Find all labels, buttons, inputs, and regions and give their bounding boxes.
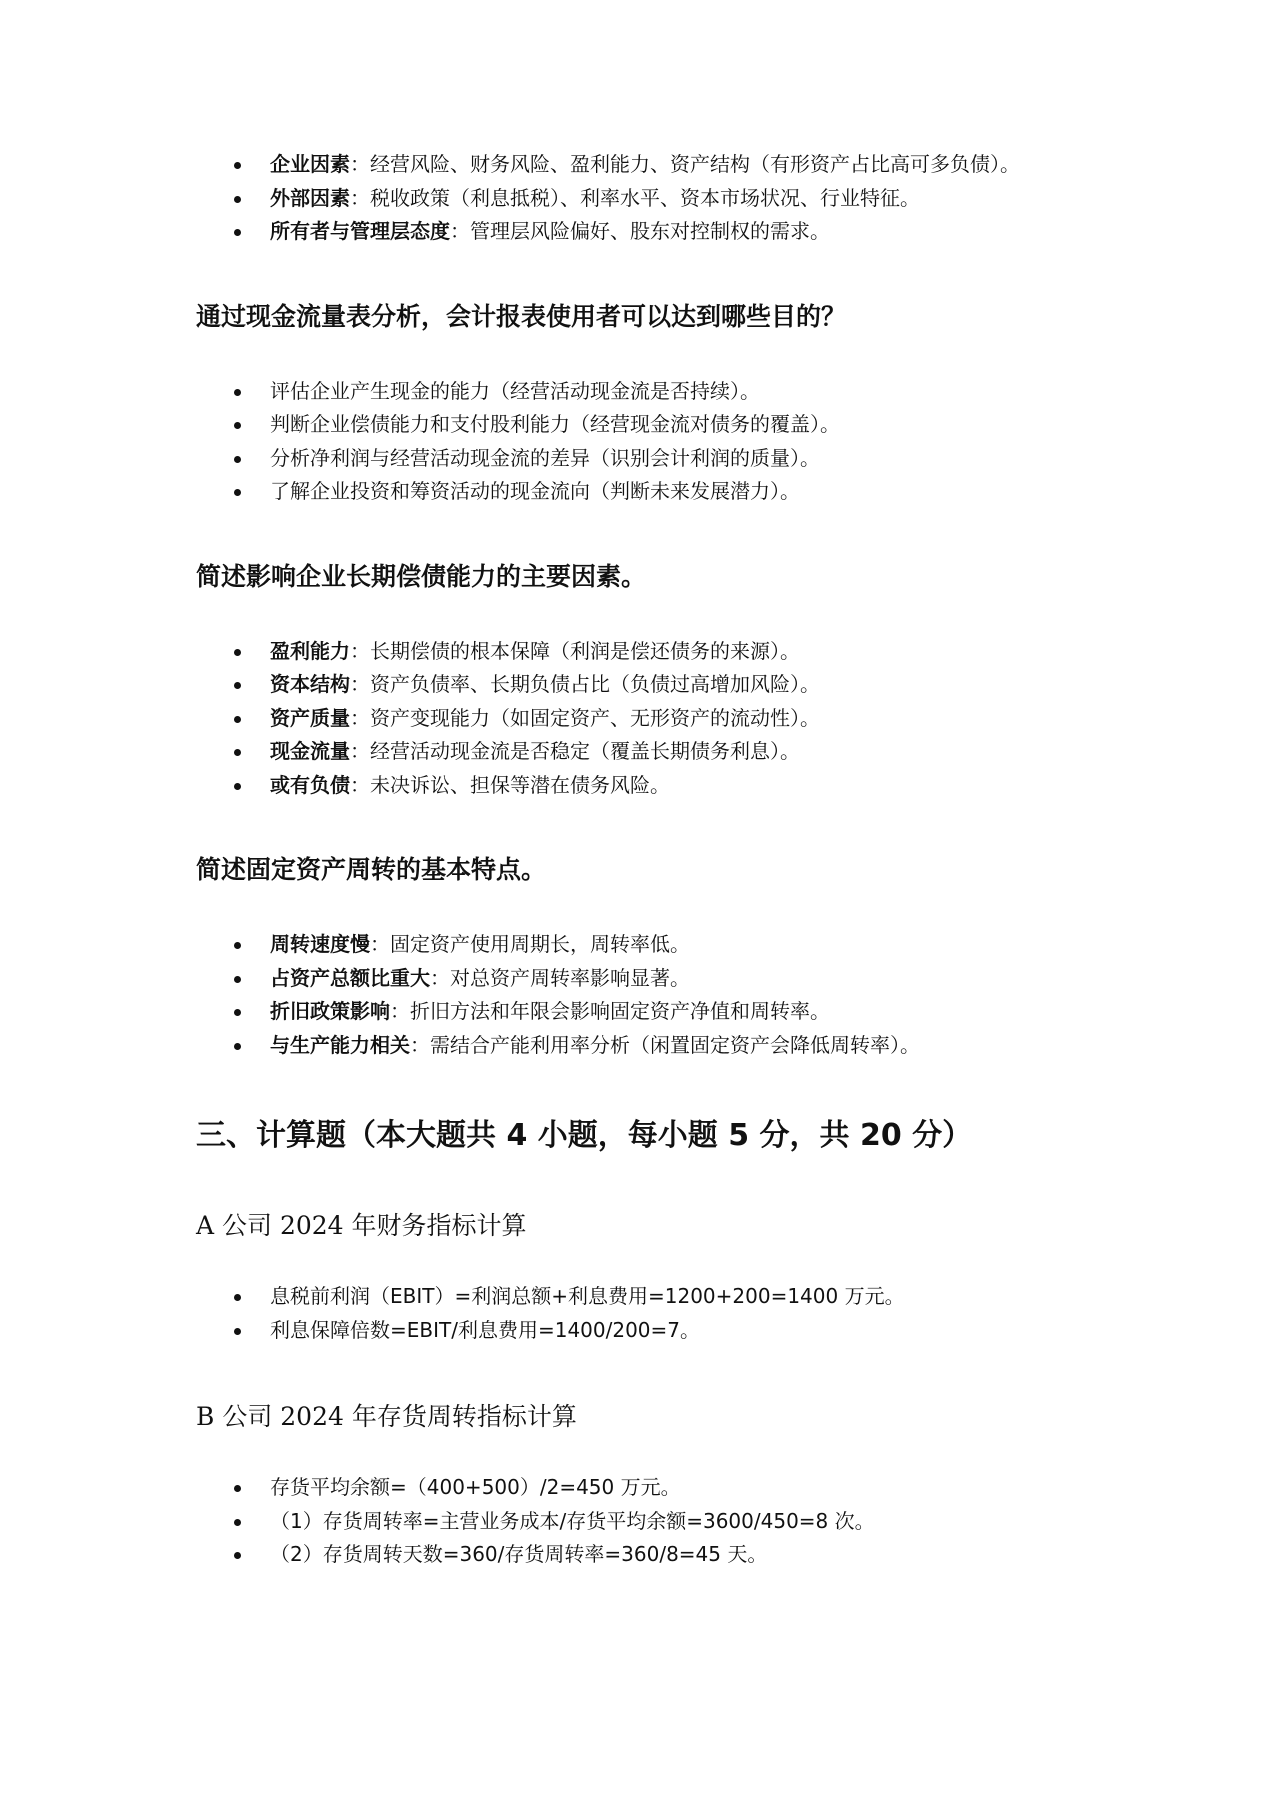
list-item-text: ：管理层风险偏好、股东对控制权的需求。: [450, 219, 830, 243]
list-item-text: 判断企业偿债能力和支付股利能力（经营现金流对债务的覆盖）。: [270, 412, 840, 436]
bullet-icon: [234, 1328, 241, 1335]
list-item-text: ：需结合产能利用率分析（闲置固定资产会降低周转率）。: [410, 1032, 920, 1057]
subsection-title-company-a: A 公司 2024 年财务指标计算: [196, 1211, 527, 1240]
list-item-text: 评估企业产生现金的能力（经营活动现金流是否持续）。: [270, 378, 760, 403]
list-item: [196, 1029, 1130, 1063]
bullet-icon: [234, 162, 241, 169]
bullet-icon: [234, 682, 241, 689]
list-item: [196, 1314, 1130, 1348]
list-item: [196, 375, 1130, 409]
company-a-calculation-list: [196, 1280, 1130, 1347]
list-item: [196, 928, 1130, 962]
bullet-icon: [234, 716, 241, 723]
bullet-icon: [234, 749, 241, 756]
list-item-term: 资本结构: [270, 672, 350, 696]
list-item: [196, 408, 1130, 442]
list-item-term: 折旧政策影响: [270, 999, 390, 1023]
list-item-text: （2）存货周转天数=360/存货周转率=360/8=45 天。: [270, 1542, 768, 1566]
subsection-title-company-b: B 公司 2024 年存货周转指标计算: [196, 1402, 577, 1431]
list-item-term: 周转速度慢: [270, 932, 370, 956]
cashflow-purpose-list: [196, 375, 1130, 509]
list-item-term: 与生产能力相关: [270, 1032, 410, 1057]
list-item: [196, 635, 1130, 669]
list-item-term: 资产质量: [270, 705, 350, 730]
list-item-text: ：未决诉讼、担保等潜在债务风险。: [350, 772, 670, 797]
list-item-text: ：折旧方法和年限会影响固定资产净值和周转率。: [390, 999, 830, 1023]
list-item-text: 利息保障倍数=EBIT/利息费用=1400/200=7。: [270, 1317, 701, 1342]
list-item-text: 分析净利润与经营活动现金流的差异（识别会计利润的质量）。: [270, 445, 820, 470]
list-item: [196, 1538, 1130, 1572]
list-item: [196, 182, 1130, 216]
bullet-icon: [234, 976, 241, 983]
longterm-solvency-factor-list: [196, 635, 1130, 803]
list-item: [196, 995, 1130, 1029]
list-item: [196, 215, 1130, 249]
list-item-text: ：对总资产周转率影响显著。: [430, 965, 690, 990]
bullet-icon: [234, 1519, 241, 1526]
list-item-text: （1）存货周转率=主营业务成本/存货平均余额=3600/450=8 次。: [270, 1508, 875, 1533]
list-item-text: ：固定资产使用周期长，周转率低。: [370, 932, 690, 956]
question-title-longterm-solvency: 简述影响企业长期偿债能力的主要因素。: [196, 561, 647, 591]
list-item-term: 外部因素: [270, 185, 350, 210]
bullet-icon: [234, 1294, 241, 1301]
list-item: [196, 702, 1130, 736]
bullet-icon: [234, 229, 241, 236]
list-item-text: ：税收政策（利息抵税）、利率水平、资本市场状况、行业特征。: [350, 185, 920, 210]
bullet-icon: [234, 942, 241, 949]
bullet-icon: [234, 422, 241, 429]
list-item-term: 现金流量: [270, 739, 350, 763]
list-item: [196, 1280, 1130, 1314]
list-item-text: ：资产负债率、长期负债占比（负债过高增加风险）。: [350, 672, 820, 696]
bullet-icon: [234, 456, 241, 463]
list-item-text: 存货平均余额=（400+500）/2=450 万元。: [270, 1475, 681, 1499]
list-item: [196, 735, 1130, 769]
bullet-icon: [234, 196, 241, 203]
list-item-text: 了解企业投资和筹资活动的现金流向（判断未来发展潜力）。: [270, 479, 800, 503]
list-item-term: 盈利能力: [270, 638, 350, 663]
list-item-text: ：资产变现能力（如固定资产、无形资产的流动性）。: [350, 705, 820, 730]
bullet-icon: [234, 1485, 241, 1492]
bullet-icon: [234, 489, 241, 496]
list-item-term: 占资产总额比重大: [270, 965, 430, 990]
capital-structure-factor-list: [196, 148, 1130, 249]
list-item: [196, 769, 1130, 803]
bullet-icon: [234, 1009, 241, 1016]
company-b-calculation-list: [196, 1471, 1130, 1572]
question-title-fixed-asset-turnover: 简述固定资产周转的基本特点。: [196, 855, 547, 884]
fixed-asset-turnover-list: [196, 928, 1130, 1062]
list-item: [196, 668, 1130, 702]
list-item: [196, 1505, 1130, 1539]
bullet-icon: [234, 1043, 241, 1050]
list-item: [196, 962, 1130, 996]
list-item: [196, 475, 1130, 509]
bullet-icon: [234, 1552, 241, 1559]
bullet-icon: [234, 649, 241, 656]
section-title-calculation: 三、计算题（本大题共 4 小题，每小题 5 分，共 20 分）: [196, 1118, 973, 1153]
list-item: [196, 148, 1130, 182]
list-item-text: 息税前利润（EBIT）=利润总额+利息费用=1200+200=1400 万元。: [270, 1284, 905, 1308]
list-item-text: ：长期偿债的根本保障（利润是偿还债务的来源）。: [350, 638, 800, 663]
list-item: [196, 442, 1130, 476]
list-item-text: ：经营活动现金流是否稳定（覆盖长期债务利息）。: [350, 739, 800, 763]
bullet-icon: [234, 783, 241, 790]
list-item-term: 所有者与管理层态度: [270, 219, 450, 243]
list-item: [196, 1471, 1130, 1505]
list-item-text: ：经营风险、财务风险、盈利能力、资产结构（有形资产占比高可多负债）。: [350, 152, 1020, 176]
list-item-term: 或有负债: [270, 772, 350, 797]
bullet-icon: [234, 389, 241, 396]
question-title-cashflow: 通过现金流量表分析，会计报表使用者可以达到哪些目的？: [196, 301, 847, 331]
list-item-term: 企业因素: [270, 152, 350, 176]
